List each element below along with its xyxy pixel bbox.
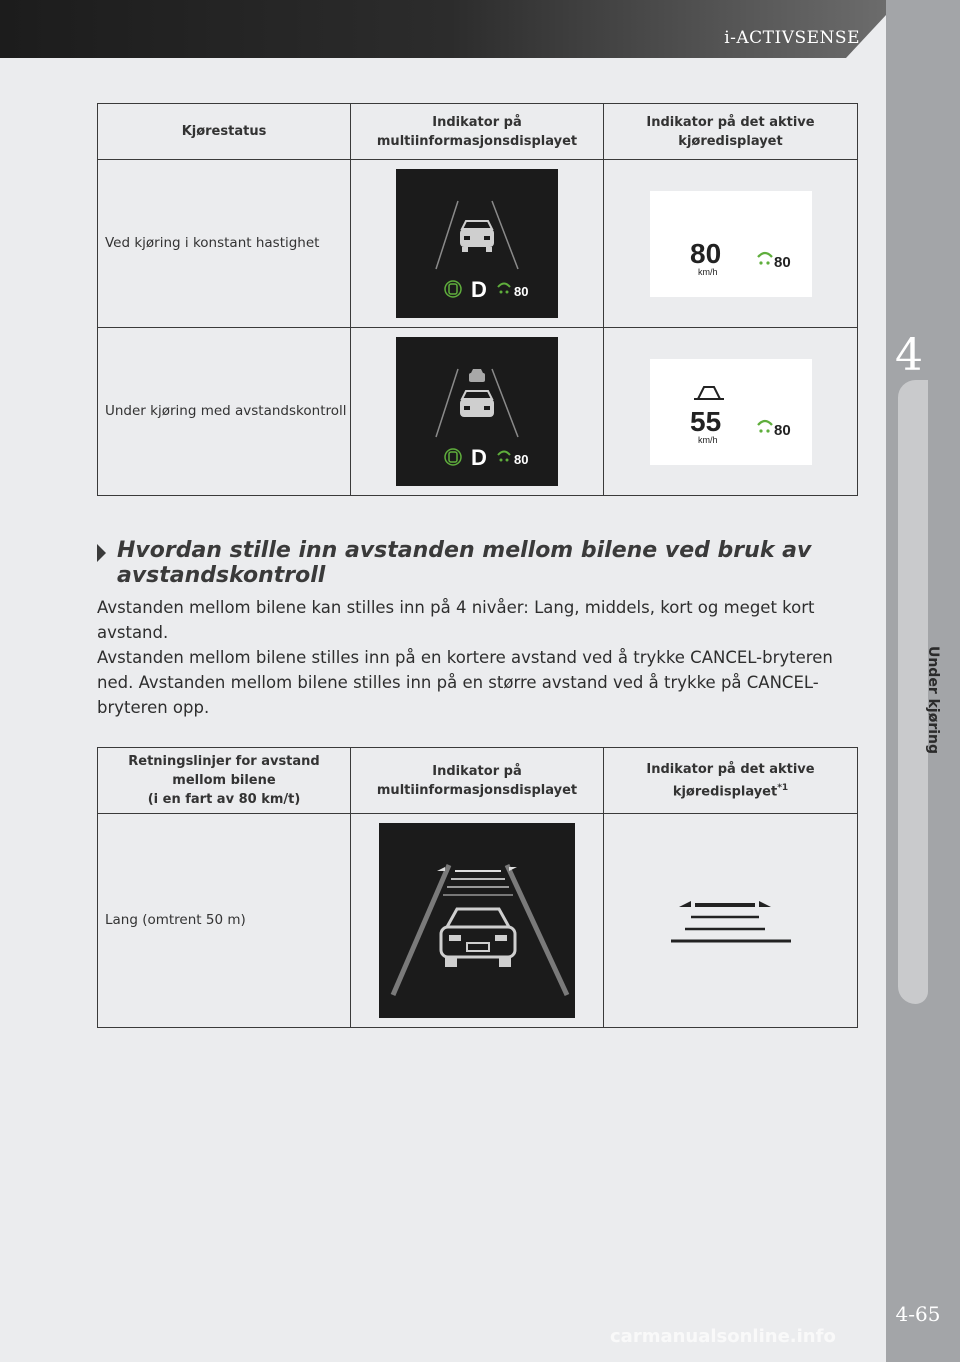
section-heading-text: Hvordan stille inn avstanden mellom bilene ved bruk av avstandskontroll bbox=[117, 538, 812, 588]
current-speed-value: 80 bbox=[689, 237, 721, 269]
set-speed-value: 80 bbox=[514, 284, 529, 299]
lead-vehicle-icon bbox=[469, 369, 485, 382]
set-speed-value: 80 bbox=[773, 421, 791, 439]
body-text bbox=[97, 595, 867, 720]
header-multi-info-display: Indikator på multiinformasjonsdisplayet bbox=[351, 104, 604, 160]
header-active-driving-display: Indikator på det aktive kjøredisplayet bbox=[604, 104, 858, 160]
cruise-control-icon bbox=[498, 284, 510, 294]
paragraph: Avstanden mellom bilene stilles inn på en kortere avstand ved å trykke CANCEL-bryteren ned. Avstanden mellom bilene stilles inn på en større avstand ved å trykke på CANCEL-bryteren opp. bbox=[97, 648, 833, 717]
table-row bbox=[98, 160, 858, 328]
driving-status-cell: Under kjøring med avstandskontroll bbox=[98, 328, 351, 496]
distance-setting-table bbox=[97, 747, 858, 1028]
car-icon bbox=[460, 391, 494, 417]
cruise-status-icon bbox=[445, 281, 461, 297]
header-distance-guideline: Retningslinjer for avstand mellom bilene (i en fart av 80 km/t) bbox=[98, 748, 351, 814]
active-driving-display-image bbox=[650, 191, 812, 297]
header-driving-status: Kjørestatus bbox=[98, 104, 351, 160]
chapter-label: Under kjøring bbox=[925, 645, 941, 755]
header-multi-info-display: Indikator på multiinformasjonsdisplayet bbox=[351, 748, 604, 814]
active-driving-display-image bbox=[650, 359, 812, 465]
gear-indicator: D bbox=[471, 445, 487, 470]
car-icon bbox=[460, 221, 494, 252]
lead-vehicle-icon bbox=[694, 387, 724, 399]
watermark: carmanualsonline.info bbox=[610, 1326, 836, 1347]
paragraph: Avstanden mellom bilene kan stilles inn på 4 nivåer: Lang, middels, kort og meget kort avstand. bbox=[97, 598, 815, 642]
speed-unit: km/h bbox=[697, 434, 718, 445]
multi-info-display-image bbox=[379, 823, 575, 1018]
cruise-control-icon bbox=[758, 421, 772, 433]
table-row bbox=[98, 328, 858, 496]
set-speed-value: 80 bbox=[514, 452, 529, 467]
current-speed-value: 55 bbox=[689, 405, 721, 437]
multi-info-display-image bbox=[396, 337, 558, 486]
heading-marker-icon bbox=[97, 544, 106, 562]
driving-status-cell: Ved kjøring i konstant hastighet bbox=[98, 160, 351, 328]
table-header-row bbox=[98, 104, 858, 160]
multi-info-display-image bbox=[396, 169, 558, 318]
cruise-control-icon bbox=[498, 452, 510, 462]
active-driving-display-image bbox=[661, 885, 801, 957]
distance-cell: Lang (omtrent 50 m) bbox=[98, 814, 351, 1028]
speed-unit: km/h bbox=[697, 266, 718, 277]
page-number: 4-65 bbox=[895, 1302, 941, 1326]
section-heading bbox=[97, 538, 867, 588]
gear-indicator: D bbox=[471, 277, 487, 302]
status-indicator-table bbox=[97, 103, 858, 496]
cruise-control-icon bbox=[758, 253, 772, 265]
distance-bars-icon bbox=[661, 885, 801, 957]
table-row bbox=[98, 814, 858, 1028]
chapter-number: 4 bbox=[895, 330, 923, 381]
header-active-driving-display: Indikator på det aktive kjøredisplayet$^{*1}$ bbox=[604, 748, 858, 814]
footnote-marker: *1 bbox=[777, 782, 789, 793]
car-icon bbox=[441, 909, 515, 967]
cruise-status-icon bbox=[445, 449, 461, 465]
section-title: i-ACTIVSENSE bbox=[724, 28, 860, 48]
table-header-row bbox=[98, 748, 858, 814]
set-speed-value: 80 bbox=[773, 253, 791, 271]
